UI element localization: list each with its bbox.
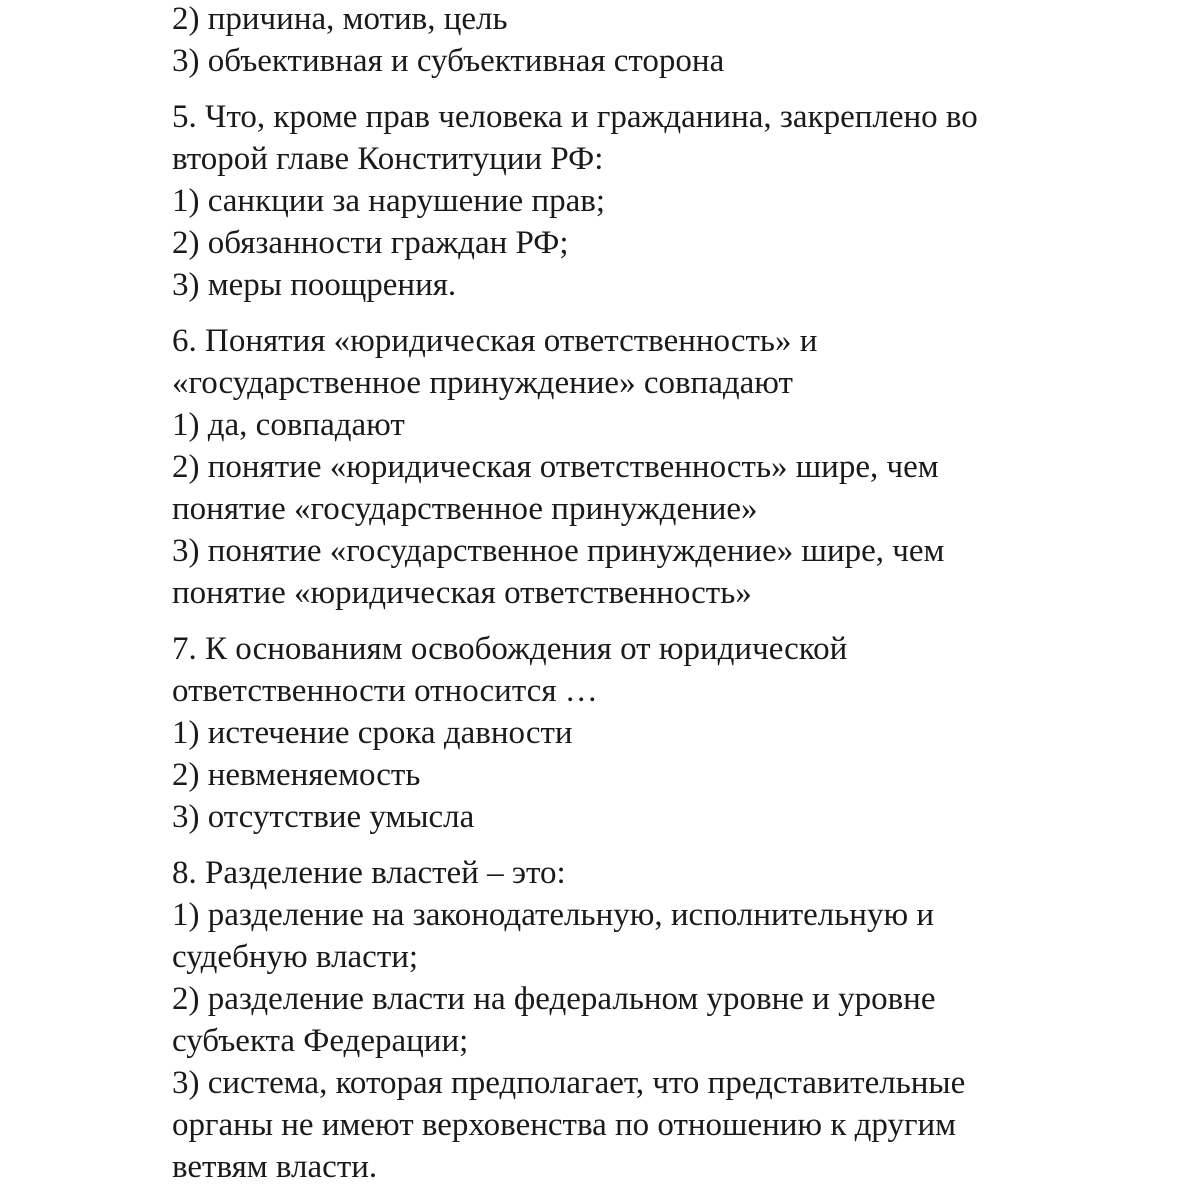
option-line: понятие «государственное принуждение» xyxy=(172,491,758,527)
question-previous xyxy=(172,0,1172,82)
option-line: 1) да, совпадают xyxy=(172,407,405,443)
option-line: 1) санкции за нарушение прав; xyxy=(172,183,605,219)
question-text: 8. Разделение властей – это: xyxy=(172,855,566,891)
option-line: 3) система, которая предполагает, что представительные xyxy=(172,1065,966,1101)
option-line: 3) объективная и субъективная сторона xyxy=(172,43,725,79)
option-line: 3) меры поощрения. xyxy=(172,267,457,303)
question-text: ответственности относится … xyxy=(172,673,598,709)
option-line: 2) невменяемость xyxy=(172,757,421,793)
question-7 xyxy=(172,628,1172,838)
option-line: 1) разделение на законодательную, исполнительную и xyxy=(172,897,935,933)
question-5 xyxy=(172,96,1172,306)
option-line: 1) истечение срока давности xyxy=(172,715,573,751)
option-line: 3) отсутствие умысла xyxy=(172,799,475,835)
question-text: 6. Понятия «юридическая ответственность» и xyxy=(172,323,818,359)
option-line: субъекта Федерации; xyxy=(172,1023,469,1059)
option-line: понятие «юридическая ответственность» xyxy=(172,575,752,611)
option-line: органы не имеют верховенства по отношению к другим xyxy=(172,1107,957,1143)
option-line: ветвям власти. xyxy=(172,1149,378,1185)
option-line: 2) причина, мотив, цель xyxy=(172,1,508,37)
option-line: 2) обязанности граждан РФ; xyxy=(172,225,569,261)
question-text: 5. Что, кроме прав человека и гражданина, закреплено во xyxy=(172,99,978,135)
option-line: 2) разделение власти на федеральном уровне и уровне xyxy=(172,981,936,1017)
document-page xyxy=(172,0,1172,1188)
question-text: второй главе Конституции РФ: xyxy=(172,141,604,177)
option-line: 3) понятие «государственное принуждение» шире, чем xyxy=(172,533,945,569)
question-8 xyxy=(172,852,1172,1188)
question-text: «государственное принуждение» совпадают xyxy=(172,365,793,401)
option-line: судебную власти; xyxy=(172,939,419,975)
option-line: 2) понятие «юридическая ответственность» шире, чем xyxy=(172,449,939,485)
question-6 xyxy=(172,320,1172,614)
question-text: 7. К основаниям освобождения от юридической xyxy=(172,631,848,667)
